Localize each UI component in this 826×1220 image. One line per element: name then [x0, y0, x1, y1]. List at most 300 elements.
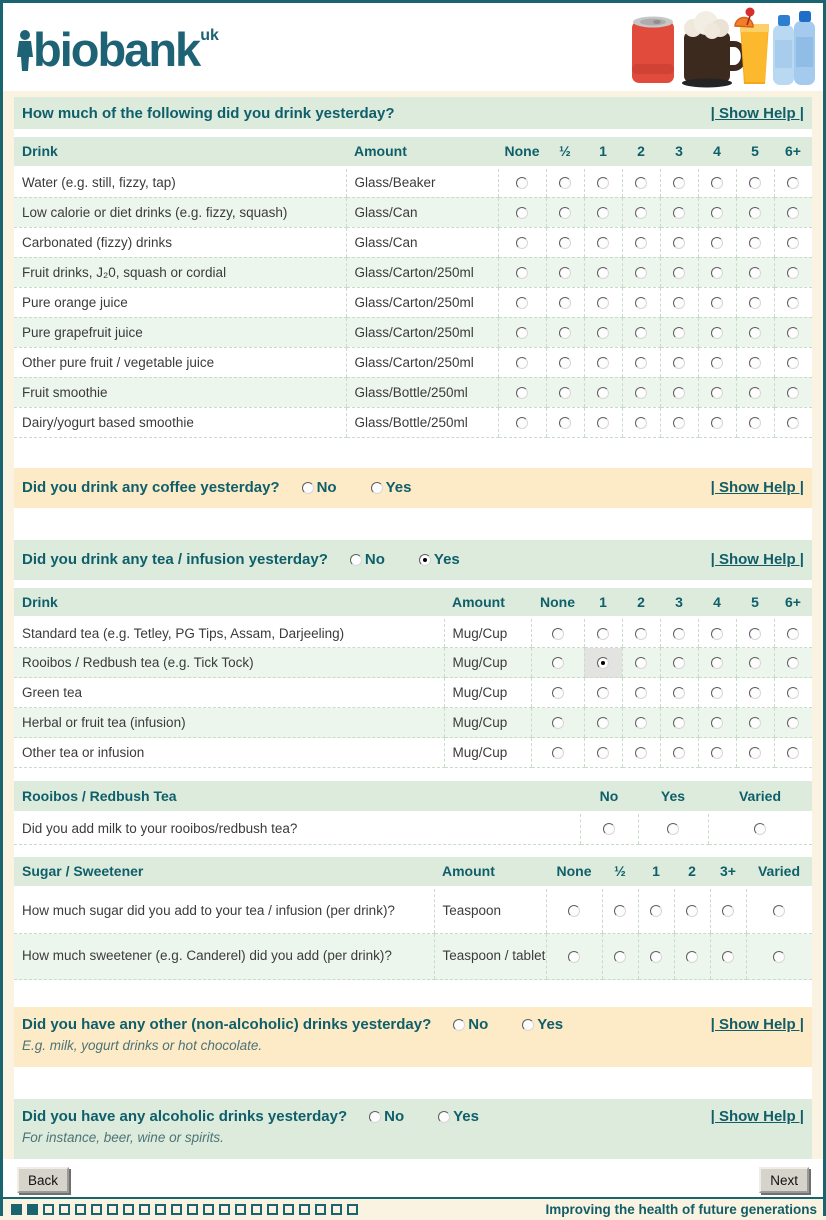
page-footer [3, 1197, 823, 1220]
radio-button[interactable] [773, 951, 785, 963]
soda-can-icon [632, 17, 674, 84]
radio-cell [638, 812, 708, 844]
radio-button[interactable] [673, 237, 685, 249]
radio-cell [660, 618, 698, 648]
radio-button[interactable] [711, 687, 723, 699]
radio-cell [736, 648, 774, 678]
radio-button[interactable] [787, 357, 799, 369]
radio-cell [698, 257, 736, 287]
radio-cell [736, 257, 774, 287]
progress-square [219, 1204, 230, 1215]
radio-cell [531, 708, 584, 738]
radio-button[interactable] [597, 687, 609, 699]
radio-cell [498, 227, 546, 257]
table-row [14, 738, 812, 768]
radio-button[interactable] [787, 297, 799, 309]
amount-label: Glass/Carton/250ml [346, 347, 498, 377]
show-help-link-drinks[interactable]: | Show Help | [710, 104, 804, 122]
col-header-3: 3 [660, 137, 698, 167]
radio-cell [580, 812, 638, 844]
alcohol-yes-radio[interactable] [438, 1111, 450, 1123]
radio-cell [622, 738, 660, 768]
radio-button[interactable] [568, 905, 580, 917]
radio-cell [602, 934, 638, 980]
radio-cell [584, 167, 622, 197]
radio-cell [660, 708, 698, 738]
radio-button[interactable] [635, 327, 647, 339]
footer-tagline: Improving the health of future generations [545, 1202, 817, 1217]
radio-button[interactable] [787, 327, 799, 339]
radio-button[interactable] [597, 177, 609, 189]
col-header-4: 4 [698, 588, 736, 618]
radio-cell [546, 317, 584, 347]
table-row [14, 317, 812, 347]
radio-button[interactable] [635, 207, 647, 219]
drink-label: Other tea or infusion [14, 738, 444, 768]
radio-button[interactable] [711, 237, 723, 249]
radio-button[interactable] [787, 387, 799, 399]
coffee-yes-radio[interactable] [371, 482, 383, 494]
table-row [14, 197, 812, 227]
coffee-no-label: No [316, 479, 337, 496]
radio-cell [498, 287, 546, 317]
radio-button[interactable] [597, 417, 609, 429]
radio-button[interactable] [711, 177, 723, 189]
radio-cell [736, 227, 774, 257]
drinks-banner-image [627, 4, 819, 90]
radio-cell [622, 618, 660, 648]
radio-button[interactable] [749, 237, 761, 249]
radio-cell [736, 678, 774, 708]
water-bottles-icon [773, 11, 815, 85]
radio-cell [546, 377, 584, 407]
amount-label: Glass/Carton/250ml [346, 257, 498, 287]
radio-button[interactable] [673, 357, 685, 369]
radio-button[interactable] [597, 357, 609, 369]
radio-cell [774, 287, 812, 317]
radio-button[interactable] [673, 177, 685, 189]
radio-button[interactable] [673, 297, 685, 309]
radio-cell [622, 708, 660, 738]
radio-button[interactable] [559, 387, 571, 399]
radio-button[interactable] [597, 267, 609, 279]
radio-cell [546, 167, 584, 197]
radio-cell [746, 934, 812, 980]
col-header-none: None [498, 137, 546, 167]
progress-square [267, 1204, 278, 1215]
radio-button[interactable] [635, 357, 647, 369]
tea-table-header [14, 588, 812, 618]
radio-button[interactable] [673, 327, 685, 339]
col-header-4: 4 [698, 137, 736, 167]
radio-cell [584, 377, 622, 407]
col-header-drink: Drink [14, 137, 346, 167]
radio-cell [698, 227, 736, 257]
radio-button[interactable] [711, 207, 723, 219]
table-row [14, 227, 812, 257]
radio-cell [698, 287, 736, 317]
radio-button[interactable] [552, 687, 564, 699]
show-help-link-alcohol[interactable]: | Show Help | [710, 1108, 804, 1125]
radio-button[interactable] [635, 687, 647, 699]
radio-button[interactable] [516, 327, 528, 339]
radio-button[interactable] [787, 687, 799, 699]
col-header-5: 5 [736, 137, 774, 167]
radio-button[interactable] [686, 951, 698, 963]
radio-cell [698, 377, 736, 407]
radio-button[interactable] [749, 267, 761, 279]
radio-cell [622, 317, 660, 347]
radio-cell [774, 197, 812, 227]
radio-cell [660, 377, 698, 407]
drink-label: Other pure fruit / vegetable juice [14, 347, 346, 377]
radio-cell [736, 618, 774, 648]
radio-button[interactable] [635, 387, 647, 399]
alcohol-no-radio[interactable] [369, 1111, 381, 1123]
radio-button[interactable] [749, 297, 761, 309]
tea-question: Did you drink any tea / infusion yesterday? [22, 551, 328, 568]
radio-button[interactable] [711, 417, 723, 429]
amount-label: Teaspoon [434, 888, 546, 934]
drink-label: Standard tea (e.g. Tetley, PG Tips, Assam, Darjeeling) [14, 618, 444, 648]
coffee-yes-label: Yes [385, 479, 412, 496]
progress-square [283, 1204, 294, 1215]
radio-button[interactable] [673, 207, 685, 219]
radio-cell [602, 888, 638, 934]
table-row [14, 347, 812, 377]
col-header-2: 2 [622, 137, 660, 167]
rooibos-section-title: Rooibos / Redbush Tea [14, 781, 580, 812]
radio-button[interactable] [597, 387, 609, 399]
radio-button[interactable] [559, 297, 571, 309]
radio-cell [498, 377, 546, 407]
radio-button[interactable] [749, 628, 761, 640]
amount-label: Mug/Cup [444, 738, 531, 768]
progress-square [347, 1204, 358, 1215]
nonalcoholic-yes-radio[interactable] [522, 1019, 534, 1031]
radio-cell [584, 227, 622, 257]
radio-button[interactable] [635, 657, 647, 669]
progress-square [91, 1204, 102, 1215]
radio-cell [698, 618, 736, 648]
radio-button[interactable] [787, 628, 799, 640]
radio-button[interactable] [597, 747, 609, 759]
radio-button[interactable] [787, 717, 799, 729]
radio-button[interactable] [754, 823, 766, 835]
radio-button[interactable] [673, 387, 685, 399]
alcohol-yes-label: Yes [453, 1108, 479, 1125]
radio-button[interactable] [650, 951, 662, 963]
radio-button[interactable] [749, 327, 761, 339]
page-header [3, 3, 823, 91]
radio-button[interactable] [673, 717, 685, 729]
radio-button[interactable] [597, 207, 609, 219]
alcohol-no-label: No [384, 1108, 405, 1125]
tea-no-label: No [364, 551, 385, 568]
radio-cell [531, 648, 584, 678]
radio-button[interactable] [749, 747, 761, 759]
radio-button[interactable] [559, 267, 571, 279]
logo-sup: uk [200, 26, 219, 44]
radio-button[interactable] [749, 177, 761, 189]
radio-button[interactable] [673, 628, 685, 640]
radio-button[interactable] [635, 717, 647, 729]
drinks-section-bar [14, 97, 812, 129]
progress-square [315, 1204, 326, 1215]
radio-cell [774, 407, 812, 437]
tea-yes-radio[interactable] [419, 554, 431, 566]
col-header-3: 3 [660, 588, 698, 618]
radio-button[interactable] [635, 237, 647, 249]
radio-cell [698, 678, 736, 708]
radio-button[interactable] [516, 267, 528, 279]
radio-button[interactable] [787, 237, 799, 249]
radio-cell [546, 888, 602, 934]
radio-cell [660, 648, 698, 678]
radio-button[interactable] [749, 657, 761, 669]
radio-cell [584, 678, 622, 708]
radio-cell [531, 618, 584, 648]
radio-button[interactable] [711, 267, 723, 279]
progress-square [331, 1204, 342, 1215]
rooibos-milk-question: Did you add milk to your rooibos/redbush tea? [14, 812, 580, 844]
table-row [14, 648, 812, 678]
radio-cell [498, 197, 546, 227]
radio-button[interactable] [635, 267, 647, 279]
radio-button[interactable] [597, 628, 609, 640]
radio-cell [708, 812, 812, 844]
radio-button[interactable] [667, 823, 679, 835]
radio-button[interactable] [711, 327, 723, 339]
nonalcoholic-no-radio[interactable] [453, 1019, 465, 1031]
radio-button[interactable] [673, 417, 685, 429]
radio-button[interactable] [603, 823, 615, 835]
drink-label: Pure grapefruit juice [14, 317, 346, 347]
radio-button[interactable] [635, 747, 647, 759]
tea-no-radio[interactable] [350, 554, 362, 566]
radio-button[interactable] [552, 747, 564, 759]
radio-button[interactable] [787, 207, 799, 219]
radio-button[interactable] [650, 905, 662, 917]
radio-button[interactable] [673, 747, 685, 759]
drinks-table [14, 137, 812, 438]
radio-button[interactable] [749, 387, 761, 399]
radio-button[interactable] [516, 207, 528, 219]
radio-cell [498, 407, 546, 437]
logo-text: biobank [33, 23, 200, 76]
radio-button[interactable] [516, 177, 528, 189]
coffee-no-radio[interactable] [302, 482, 314, 494]
tea-yes-label: Yes [433, 551, 460, 568]
radio-button[interactable] [559, 327, 571, 339]
radio-cell [736, 708, 774, 738]
radio-button[interactable] [711, 297, 723, 309]
radio-cell [660, 738, 698, 768]
radio-cell [736, 738, 774, 768]
drink-label: Fruit drinks, J₂0, squash or cordial [14, 257, 346, 287]
col-header-1: 1 [584, 137, 622, 167]
radio-button[interactable] [552, 717, 564, 729]
col-header-half: ½ [546, 137, 584, 167]
table-row [14, 812, 812, 844]
radio-cell [660, 197, 698, 227]
radio-cell [774, 618, 812, 648]
col-header-6plus: 6+ [774, 137, 812, 167]
radio-button[interactable] [516, 417, 528, 429]
radio-cell [774, 167, 812, 197]
radio-button[interactable] [516, 387, 528, 399]
progress-square [251, 1204, 262, 1215]
radio-button[interactable] [516, 357, 528, 369]
radio-button[interactable] [673, 657, 685, 669]
radio-button[interactable] [711, 357, 723, 369]
radio-cell [531, 738, 584, 768]
amount-label: Glass/Can [346, 197, 498, 227]
radio-cell [638, 888, 674, 934]
radio-cell [674, 888, 710, 934]
radio-button[interactable] [597, 327, 609, 339]
radio-button[interactable] [597, 237, 609, 249]
radio-button[interactable] [787, 267, 799, 279]
radio-button[interactable] [749, 687, 761, 699]
radio-cell [660, 167, 698, 197]
radio-cell [660, 227, 698, 257]
coffee-question: Did you drink any coffee yesterday? [22, 479, 280, 496]
table-row [14, 287, 812, 317]
radio-button[interactable] [773, 905, 785, 917]
radio-button[interactable] [635, 417, 647, 429]
radio-cell [736, 167, 774, 197]
radio-button[interactable] [559, 357, 571, 369]
radio-button[interactable] [673, 687, 685, 699]
radio-button[interactable] [597, 657, 609, 669]
radio-button[interactable] [749, 207, 761, 219]
biobank-logo [15, 21, 219, 76]
nonalcoholic-question: Did you have any other (non-alcoholic) drinks yesterday? [22, 1016, 432, 1033]
radio-cell [498, 347, 546, 377]
radio-button[interactable] [673, 267, 685, 279]
radio-cell [774, 347, 812, 377]
rooibos-table [14, 781, 812, 845]
radio-cell [498, 257, 546, 287]
next-button[interactable]: Next [759, 1167, 809, 1193]
radio-button[interactable] [711, 747, 723, 759]
drink-label: Low calorie or diet drinks (e.g. fizzy, squash) [14, 197, 346, 227]
drink-label: Pure orange juice [14, 287, 346, 317]
col-header-5: 5 [736, 588, 774, 618]
radio-button[interactable] [559, 237, 571, 249]
radio-button[interactable] [597, 297, 609, 309]
col-header-1: 1 [584, 588, 622, 618]
radio-cell [546, 227, 584, 257]
nonalcoholic-hint: E.g. milk, yogurt drinks or hot chocolate. [22, 1038, 263, 1053]
alcohol-question: Did you have any alcoholic drinks yesterday? [22, 1108, 348, 1125]
col-header-2: 2 [674, 857, 710, 888]
progress-square [171, 1204, 182, 1215]
radio-cell [660, 287, 698, 317]
radio-cell [584, 197, 622, 227]
tea-table [14, 588, 812, 769]
radio-button[interactable] [711, 387, 723, 399]
radio-cell [531, 678, 584, 708]
radio-button[interactable] [787, 417, 799, 429]
radio-button[interactable] [559, 177, 571, 189]
radio-button[interactable] [722, 951, 734, 963]
col-header-1: 1 [638, 857, 674, 888]
progress-square [235, 1204, 246, 1215]
radio-button[interactable] [635, 628, 647, 640]
radio-button[interactable] [749, 717, 761, 729]
radio-cell [622, 197, 660, 227]
radio-button[interactable] [635, 297, 647, 309]
radio-button[interactable] [787, 657, 799, 669]
table-row [14, 934, 812, 980]
col-header-amount: Amount [346, 137, 498, 167]
radio-button[interactable] [552, 657, 564, 669]
radio-button[interactable] [686, 905, 698, 917]
back-button[interactable]: Back [17, 1167, 69, 1193]
radio-button[interactable] [787, 177, 799, 189]
radio-button[interactable] [635, 177, 647, 189]
progress-square [139, 1204, 150, 1215]
progress-square [187, 1204, 198, 1215]
radio-button[interactable] [516, 297, 528, 309]
radio-cell [698, 738, 736, 768]
radio-cell [498, 167, 546, 197]
radio-cell [710, 888, 746, 934]
radio-button[interactable] [559, 417, 571, 429]
radio-button[interactable] [516, 237, 528, 249]
table-row [14, 888, 812, 934]
radio-cell [698, 708, 736, 738]
radio-cell [546, 287, 584, 317]
radio-cell [774, 708, 812, 738]
radio-cell [660, 317, 698, 347]
col-header-varied: Varied [708, 781, 812, 812]
radio-button[interactable] [711, 628, 723, 640]
radio-button[interactable] [597, 717, 609, 729]
alcohol-hint: For instance, beer, wine or spirits. [22, 1130, 224, 1145]
radio-cell [698, 407, 736, 437]
radio-button[interactable] [749, 417, 761, 429]
radio-button[interactable] [787, 747, 799, 759]
show-help-link-tea[interactable]: | Show Help | [710, 551, 804, 568]
radio-button[interactable] [749, 357, 761, 369]
radio-button[interactable] [559, 207, 571, 219]
radio-button[interactable] [711, 657, 723, 669]
sweetener-question: How much sweetener (e.g. Canderel) did you add (per drink)? [14, 934, 434, 980]
radio-cell [546, 197, 584, 227]
radio-cell [660, 678, 698, 708]
radio-button[interactable] [722, 905, 734, 917]
radio-button[interactable] [568, 951, 580, 963]
progress-square [107, 1204, 118, 1215]
table-row [14, 678, 812, 708]
radio-cell [774, 227, 812, 257]
show-help-link-nonalcoholic[interactable]: | Show Help | [710, 1016, 804, 1033]
radio-cell [736, 407, 774, 437]
amount-label: Mug/Cup [444, 708, 531, 738]
show-help-link-coffee[interactable]: | Show Help | [710, 479, 804, 496]
amount-label: Glass/Bottle/250ml [346, 407, 498, 437]
radio-button[interactable] [711, 717, 723, 729]
radio-button[interactable] [552, 628, 564, 640]
radio-cell [584, 347, 622, 377]
drinks-section-title: How much of the following did you drink yesterday? [22, 104, 395, 122]
radio-button[interactable] [614, 951, 626, 963]
radio-cell [622, 678, 660, 708]
radio-button[interactable] [614, 905, 626, 917]
